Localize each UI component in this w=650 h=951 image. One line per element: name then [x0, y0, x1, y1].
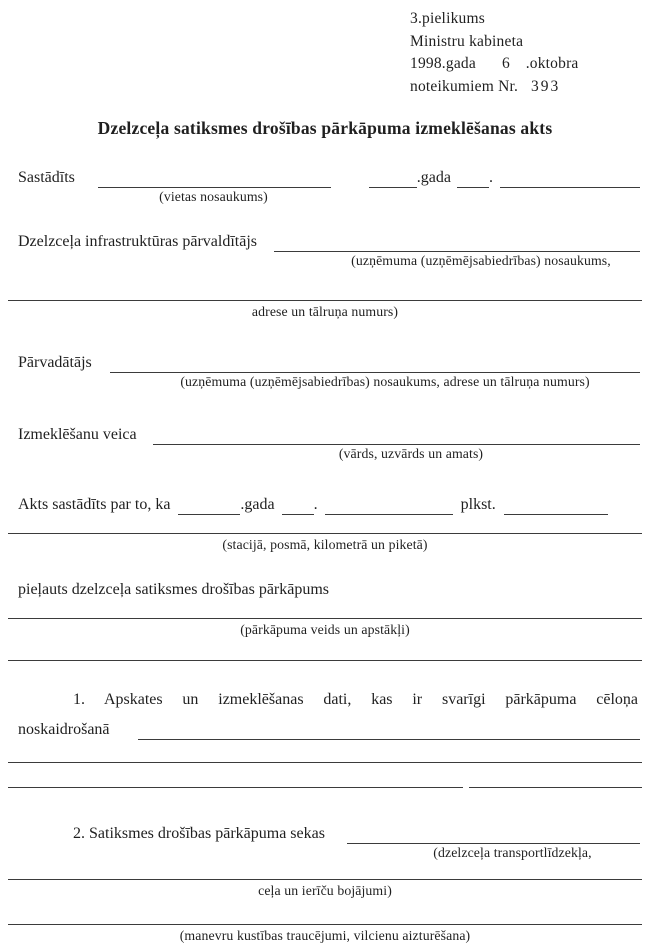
- annex-date-prefix: 1998.gada: [410, 55, 476, 72]
- place-fill-line: [98, 170, 331, 188]
- annex-line-2: Ministru kabineta: [410, 32, 524, 50]
- infrastructure-caption-2: adrese un tālruņa numurs): [251, 304, 399, 319]
- section1-fill-line: [138, 722, 640, 740]
- annex-regulation-number: 393: [531, 77, 561, 95]
- section2-fill-line-3: [8, 924, 642, 925]
- infrastructure-caption-1: (uzņēmuma (uzņēmējsabiedrības) nosaukums,: [351, 253, 611, 268]
- section2-caption-1: (dzelzceļa transportlīdzekļa,: [433, 845, 592, 860]
- infrastructure-label: Dzelzceļa infrastruktūras pārvaldītājs: [18, 233, 257, 250]
- section2-label: 2. Satiksmes drošības pārkāpuma sekas: [73, 825, 325, 842]
- investigator-caption: (vārds, uzvārds un amats): [338, 446, 484, 461]
- annex-line-3: [410, 53, 650, 76]
- section2-row: [0, 824, 650, 844]
- annex-reference-block: [410, 0, 650, 98]
- violation-intro-text: pieļauts dzelzceļa satiksmes drošības pārkāpums: [18, 581, 330, 598]
- section1-fill-line-2: [8, 762, 642, 763]
- annex-day-number: 6: [501, 55, 512, 72]
- investigator-label: Izmeklēšanu veica: [18, 426, 137, 443]
- violation-caption: (pārkāpuma veids un apstākļi): [240, 622, 410, 637]
- month-fill-line: [500, 170, 640, 188]
- annex-line-1: 3.pielikums: [410, 10, 485, 27]
- act-statement-label: Akts sastādīts par to, ka: [18, 496, 171, 513]
- annex-regulation-prefix: noteikumiem Nr.: [410, 77, 519, 95]
- day-fill-line: [457, 170, 489, 188]
- carrier-caption: (uzņēmuma (uzņēmējsabiedrības) nosaukums, adrese un tālruņa numurs): [180, 374, 590, 389]
- investigator-row: [0, 425, 650, 445]
- violation-fill-line-1: [8, 618, 642, 619]
- location-fill-line: [8, 533, 642, 534]
- time-fill-line: [504, 497, 608, 515]
- act-month-fill-line: [325, 497, 453, 515]
- act-dot-label: .: [313, 496, 318, 513]
- annex-month: .oktobra: [525, 55, 579, 72]
- carrier-row: [0, 353, 650, 373]
- section2-caption-2: ceļa un ierīču bojājumi): [258, 883, 392, 898]
- act-year-fill-line: [178, 497, 240, 515]
- carrier-fill-line: [110, 355, 640, 373]
- section1-label: noskaidrošanā: [18, 721, 110, 738]
- act-gada-label: .gada: [240, 496, 275, 513]
- section2-caption-3: (manevru kustības traucējumi, vilcienu aizturēšana): [179, 928, 471, 943]
- section2-fill-line: [347, 826, 640, 844]
- section2-fill-line-2: [8, 879, 642, 880]
- plkst-label: plkst.: [460, 496, 496, 513]
- location-caption: (stacijā, posmā, kilometrā un piketā): [222, 537, 428, 552]
- gada-label: .gada: [416, 169, 451, 186]
- violation-fill-line-2: [8, 660, 642, 661]
- place-caption: (vietas nosaukums): [159, 189, 268, 204]
- infrastructure-fill-line-2: [8, 300, 642, 301]
- annex-line-4: [410, 76, 650, 99]
- infrastructure-fill-line: [274, 234, 640, 252]
- section1-text-line1: 1. Apskates un izmeklēšanas dati, kas ir svarīgi pārkāpuma cēloņa: [73, 691, 638, 708]
- section1-fill-line-3: [8, 787, 642, 788]
- form-title: Dzelzceļa satiksmes drošības pārkāpuma izmeklēšanas akts: [97, 118, 553, 138]
- section1-fill-line-3b: [469, 787, 642, 788]
- section1-row: [0, 720, 650, 740]
- compiled-label: Sastādīts: [18, 169, 75, 186]
- investigator-fill-line: [153, 427, 640, 445]
- year-fill-line: [369, 170, 417, 188]
- carrier-label: Pārvadātājs: [18, 354, 92, 371]
- infrastructure-row: [0, 232, 650, 252]
- dot-label: .: [489, 169, 493, 186]
- act-day-fill-line: [282, 497, 314, 515]
- act-statement-row: [0, 495, 650, 515]
- compiled-row: [0, 168, 650, 188]
- section1-fill-line-3a: [8, 787, 463, 788]
